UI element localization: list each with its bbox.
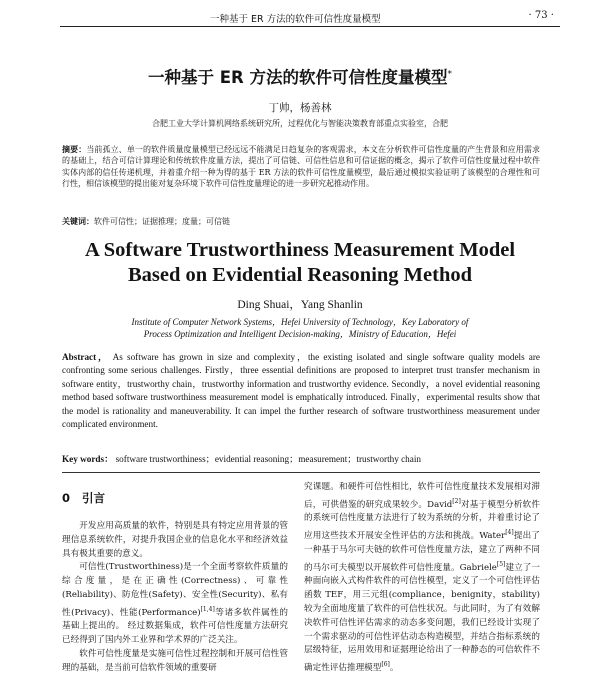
right-column-paragraph: [304, 481, 540, 676]
chinese-title-text: 一种基于 ER 方法的软件可信性度量模型: [148, 68, 448, 87]
right-text-c: 提出了一种基于马尔可夫链的软件可信性度量方法，建立了两种不同的马尔可夫模型以开展软件可信性度量。Gabriele: [304, 531, 540, 573]
left-column: [62, 490, 288, 676]
english-keywords-text: software trustworthiness；evidential reasoning；measurement；trustworthy chain: [115, 454, 422, 464]
right-text-e: 。: [389, 663, 399, 673]
citation-marker: [1,4]: [200, 605, 215, 613]
english-abstract: [62, 351, 540, 431]
citation-marker: [6]: [381, 661, 390, 669]
chinese-abstract: [62, 144, 540, 189]
english-keywords: [62, 451, 540, 465]
chinese-keywords-text: 软件可信性；证据推理；度量；可信链: [94, 217, 230, 226]
intro-section-title: 引言: [82, 491, 106, 505]
intro-paragraph-2-a: 可信性(Trustworthiness)是一个全面考察软件质量的综合度量，是在正确性(Correctness)、可靠性(Reliability)、防危性(Safety)、安全性(Security)、私有性(Privacy)、性能(Performance): [62, 562, 288, 618]
title-footnote-mark: *: [447, 69, 452, 80]
citation-marker: [2]: [452, 497, 461, 505]
chinese-keywords-label: 关键词：: [62, 217, 94, 226]
intro-paragraph-3: 软件可信性度量是实施可信性过程控制和开展可信性管理的基础，是当前可信软件领域的重要研: [62, 649, 288, 673]
english-title-line-2: Based on Evidential Reasoning Method: [128, 264, 472, 286]
citation-marker: [5]: [496, 560, 506, 568]
intro-paragraph-2-b: 等诸多软件属性的基础上提出的。 经过数据集成，软件可信性度量方法研究已经得到了国内外工业界和学术界的广泛关注。: [62, 607, 288, 646]
right-text-a: 究课题。和硬件可信性相比，软件可信性度量技术发展相对滞后，可供借鉴的研究成果较少。David: [304, 482, 540, 510]
running-header-title: 一种基于 ER 方法的软件可信性度量模型: [210, 14, 381, 25]
right-column: [304, 481, 540, 676]
english-authors: Ding Shuai，Yang Shanlin: [237, 299, 363, 311]
right-text-d: 建立了一种面向嵌入式构件软件的可信性模型，定义了一个可信性评估函数 TEF，用三元组(compliance，benignity，stability)较为全面地度量了软件的可信性状况。与此同时，为了有效解决软件可信性评估需求的动态多变问题，我们已经设计实现了一个需求驱动的可信性评估动态构造模型，并结合指标系统的层级特征，运用效用和证据理论给出了一种静态的可信软件不确定性评估推理模型: [304, 562, 540, 673]
english-title: [0, 238, 600, 288]
intro-heading: [62, 490, 288, 506]
english-keywords-label: Key words：: [62, 454, 114, 464]
english-affiliation-line-2: Process Optimization and Intelligent Decision-making，Ministry of Education，Hefei: [143, 329, 457, 339]
english-title-line-1: A Software Trustworthiness Measurement Model: [84, 239, 516, 261]
page-number: · 73 ·: [528, 10, 554, 21]
intro-paragraph-1: 开发应用高质量的软件，特别是具有特定应用背景的管理信息系统软件，对提升我国企业的信息化水平和经济效益具有极其重要的意义。: [62, 521, 288, 559]
running-header: [60, 10, 560, 27]
section-divider: [62, 472, 540, 473]
right-text-b: 对基于模型分析软件的系统可信性度量方法进行了较为系统的分析，并着重讨论了应用这些技术开展安全性评估的方法和挑战。Water: [304, 499, 540, 542]
chinese-keywords: [62, 216, 540, 227]
chinese-abstract-text: 当前孤立、单一的软件质量度量模型已经远远不能满足日趋复杂的客观需求，本文在分析软件可信性度量的产生背景和应用需求的基础上，结合可信计算理论和传统软件度量方法，提出了可信链、可信性信息和可信证据的概念，揭示了软件可信性度量过程中软件实体内部的信任传递机理，并着重介绍一种为得的基于 ER 方法的软件可信性度量模型，最后通过模拟实验证明了该模型的合理性和可行性，相信该模型的提出能对复杂环境下软件可信性度量理论的进一步研究起推动作用。: [62, 145, 540, 188]
chinese-title: [0, 64, 600, 88]
chinese-authors: 丁帅，杨善林: [268, 102, 332, 114]
intro-paragraph-2: [62, 561, 288, 648]
intro-section-number: 0: [62, 491, 71, 505]
citation-marker: [4]: [505, 529, 514, 537]
english-abstract-label: Abstract，: [62, 352, 110, 362]
chinese-abstract-label: 摘要：: [62, 145, 87, 154]
chinese-affiliation: 合肥工业大学计算机网络系统研究所，过程优化与智能决策教育部重点实验室，合肥: [152, 119, 448, 128]
english-affiliation: [0, 316, 600, 340]
english-abstract-text: As software has grown in size and complexity，the existing isolated and single software quality models are confronting some serious challenges. Firstly，three essential definitions are proposed to interpret trust transfer mechanism in software entity，trustworthy chain，trustworthy information and trustworthy evidence. Secondly，a novel evidential reasoning method based software trustworthiness measurement model is emphatically introduced. Finally，experimental results show that the model is rationality and maneuverability. It can impel the further research of software trustworthiness measurement under complicated environment.: [62, 352, 540, 430]
english-affiliation-line-1: Institute of Computer Network Systems，Hefei University of Technology，Key Laboratory of: [131, 317, 469, 327]
